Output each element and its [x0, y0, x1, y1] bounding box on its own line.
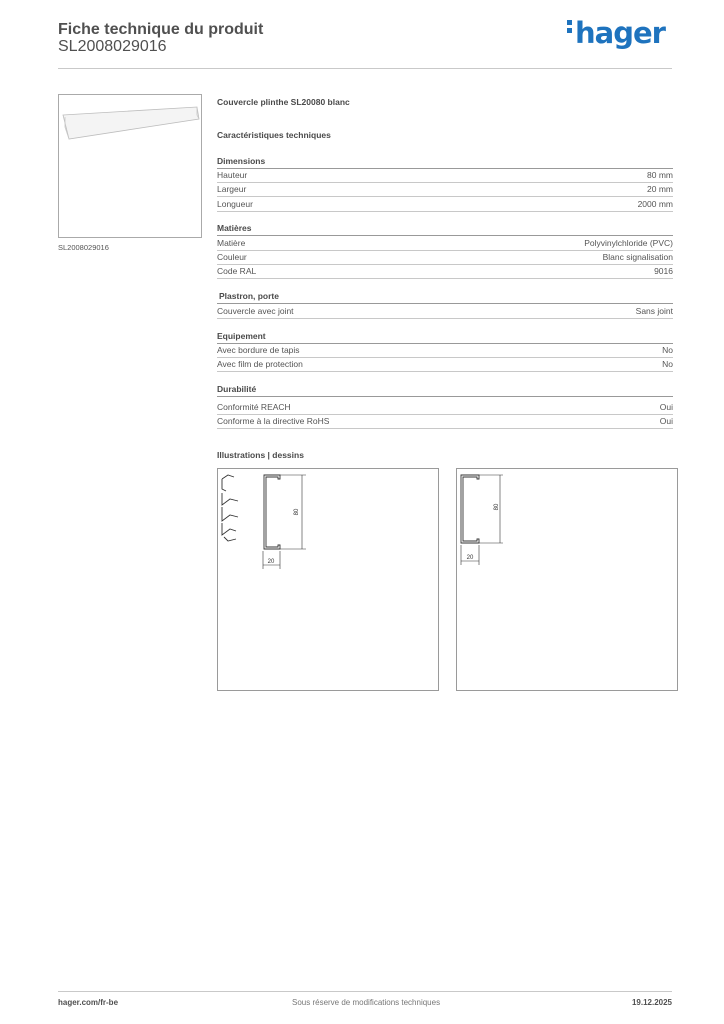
- spec-value: Sans joint: [635, 306, 673, 316]
- section-materials-title: Matières: [217, 223, 673, 236]
- spec-label: Couleur: [217, 252, 247, 262]
- spec-value: Polyvinylchloride (PVC): [584, 238, 673, 248]
- spec-row: [217, 251, 673, 265]
- footer-disclaimer: Sous réserve de modifications techniques: [292, 998, 441, 1007]
- profile-drawing-1: [218, 469, 440, 692]
- spec-value: Oui: [659, 416, 673, 426]
- spec-label: Conformité REACH: [217, 402, 291, 412]
- spec-label: Avec film de protection: [217, 359, 303, 369]
- drawing-1: [217, 468, 439, 691]
- tech-heading: Caractéristiques techniques: [217, 130, 331, 140]
- illustrations-title: Illustrations | dessins: [217, 450, 304, 460]
- spec-label: Conforme à la directive RoHS: [217, 416, 330, 426]
- product-name: Couvercle plinthe SL20080 blanc: [217, 97, 350, 107]
- spec-label: Couvercle avec joint: [217, 306, 294, 316]
- section-equipment-title: Equipement: [217, 331, 673, 344]
- height-dimension-label: 80: [494, 503, 500, 511]
- spec-row: [217, 265, 673, 279]
- width-dimension-label: 20: [466, 555, 474, 561]
- product-image-caption: SL2008029016: [58, 243, 109, 252]
- spec-row: [217, 305, 673, 319]
- section-dimensions-title: Dimensions: [217, 156, 673, 169]
- page-title: Fiche technique du produit: [58, 21, 264, 38]
- spec-label: Longueur: [217, 199, 253, 209]
- spec-value: Blanc signalisation: [602, 252, 673, 262]
- spec-value: 80 mm: [647, 170, 673, 180]
- height-dimension-label: 80: [294, 508, 300, 516]
- logo-text: hager: [575, 16, 665, 50]
- profile-drawing-2: [457, 469, 679, 692]
- spec-value: 20 mm: [647, 184, 673, 194]
- spec-row: [217, 237, 673, 251]
- cover-profile-picture: [59, 95, 203, 239]
- spec-value: No: [662, 359, 673, 369]
- footer-date: 19.12.2025: [631, 998, 672, 1007]
- spec-row: [217, 401, 673, 415]
- spec-label: Largeur: [217, 184, 247, 194]
- spec-label: Avec bordure de tapis: [217, 345, 300, 355]
- drawing-2: [456, 468, 678, 691]
- section-plastron-title: Plastron, porte: [217, 291, 673, 304]
- spec-row: [217, 198, 673, 212]
- spec-value: No: [662, 345, 673, 355]
- spec-label: Code RAL: [217, 266, 257, 276]
- spec-value: Oui: [659, 402, 673, 412]
- spec-value: 2000 mm: [637, 199, 673, 209]
- spec-row: [217, 358, 673, 372]
- spec-row: [217, 169, 673, 183]
- section-durability-title: Durabilité: [217, 384, 673, 397]
- spec-row: [217, 415, 673, 429]
- hager-logo: [567, 16, 665, 50]
- product-reference: SL2008029016: [58, 38, 167, 55]
- spec-label: Hauteur: [217, 170, 248, 180]
- spec-label: Matière: [217, 238, 246, 248]
- footer-website-link[interactable]: hager.com/fr-be: [58, 998, 119, 1007]
- logo-dots-icon: [567, 17, 573, 36]
- product-image: [58, 94, 202, 238]
- spec-row: [217, 344, 673, 358]
- header-divider: [58, 68, 672, 69]
- footer-divider: [58, 991, 672, 992]
- spec-row: [217, 183, 673, 197]
- spec-value: 9016: [654, 266, 673, 276]
- width-dimension-label: 20: [267, 559, 275, 565]
